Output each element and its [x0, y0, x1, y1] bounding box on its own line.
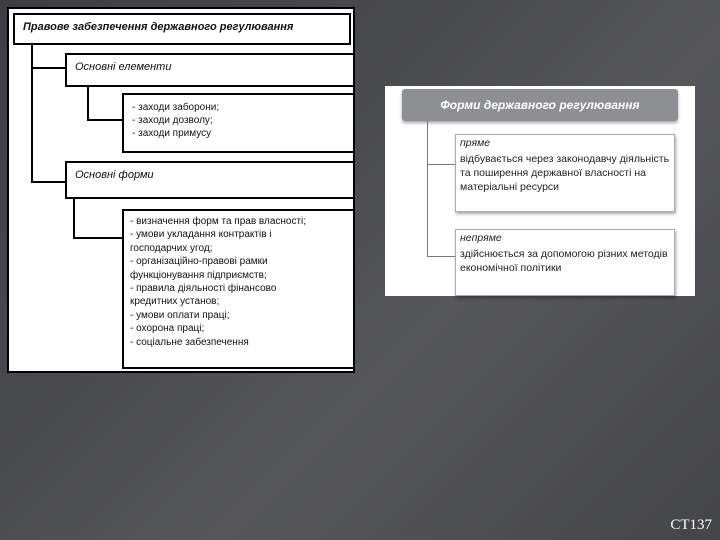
connector-line: [31, 67, 65, 69]
connector-line: [73, 237, 122, 239]
list-item: - охорона праці;: [130, 323, 205, 335]
regulation-forms-title: Форми державного регулювання: [402, 89, 678, 121]
list-item: - заходи заборони;: [132, 102, 220, 113]
connector-line: [73, 199, 75, 239]
list-item: - визначення форм та прав власності;: [130, 216, 307, 227]
list-item: - організаційно-правові рамки: [130, 256, 268, 268]
direct-regulation-box: [455, 134, 675, 212]
list-item: - заходи дозволу;: [132, 115, 213, 126]
connector-line: [87, 87, 89, 121]
main-forms-list: [122, 209, 355, 369]
connector-line: [427, 164, 455, 165]
list-item: - правила діяльності фінансово: [130, 283, 277, 295]
list-item: - умови укладання контрактів і: [130, 229, 272, 241]
direct-label: пряме: [460, 137, 491, 149]
list-item: - соціальне забезпечення: [130, 336, 249, 348]
list-item: господарчих угод;: [130, 242, 213, 254]
indirect-description: здійснюється за допомогою різних методів економічної політики: [460, 248, 668, 274]
list-item: кредитних установ;: [130, 296, 220, 308]
connector-line: [31, 45, 33, 183]
direct-description: відбувається через законодавчу діяльність та поширення державної власності на матеріальні ресурси: [460, 153, 670, 193]
slide-number: СТ137: [670, 517, 712, 533]
legal-support-diagram: [7, 7, 355, 373]
connector-line: [427, 256, 455, 257]
connector-line: [427, 121, 428, 256]
connector-line: [31, 181, 65, 183]
main-elements-list: [122, 93, 355, 153]
indirect-regulation-box: [455, 229, 675, 296]
connector-line: [87, 119, 122, 121]
list-item: - умови оплати праці;: [130, 309, 230, 321]
list-item: функціонування підприємств;: [130, 269, 267, 281]
list-item: - заходи примусу: [132, 128, 212, 139]
regulation-forms-diagram: [385, 86, 695, 296]
main-forms-heading: Основні форми: [65, 161, 355, 199]
indirect-label: непряме: [460, 232, 502, 244]
main-elements-heading: Основні елементи: [65, 53, 355, 87]
legal-support-title: Правове забезпечення державного регулювання: [13, 13, 351, 45]
